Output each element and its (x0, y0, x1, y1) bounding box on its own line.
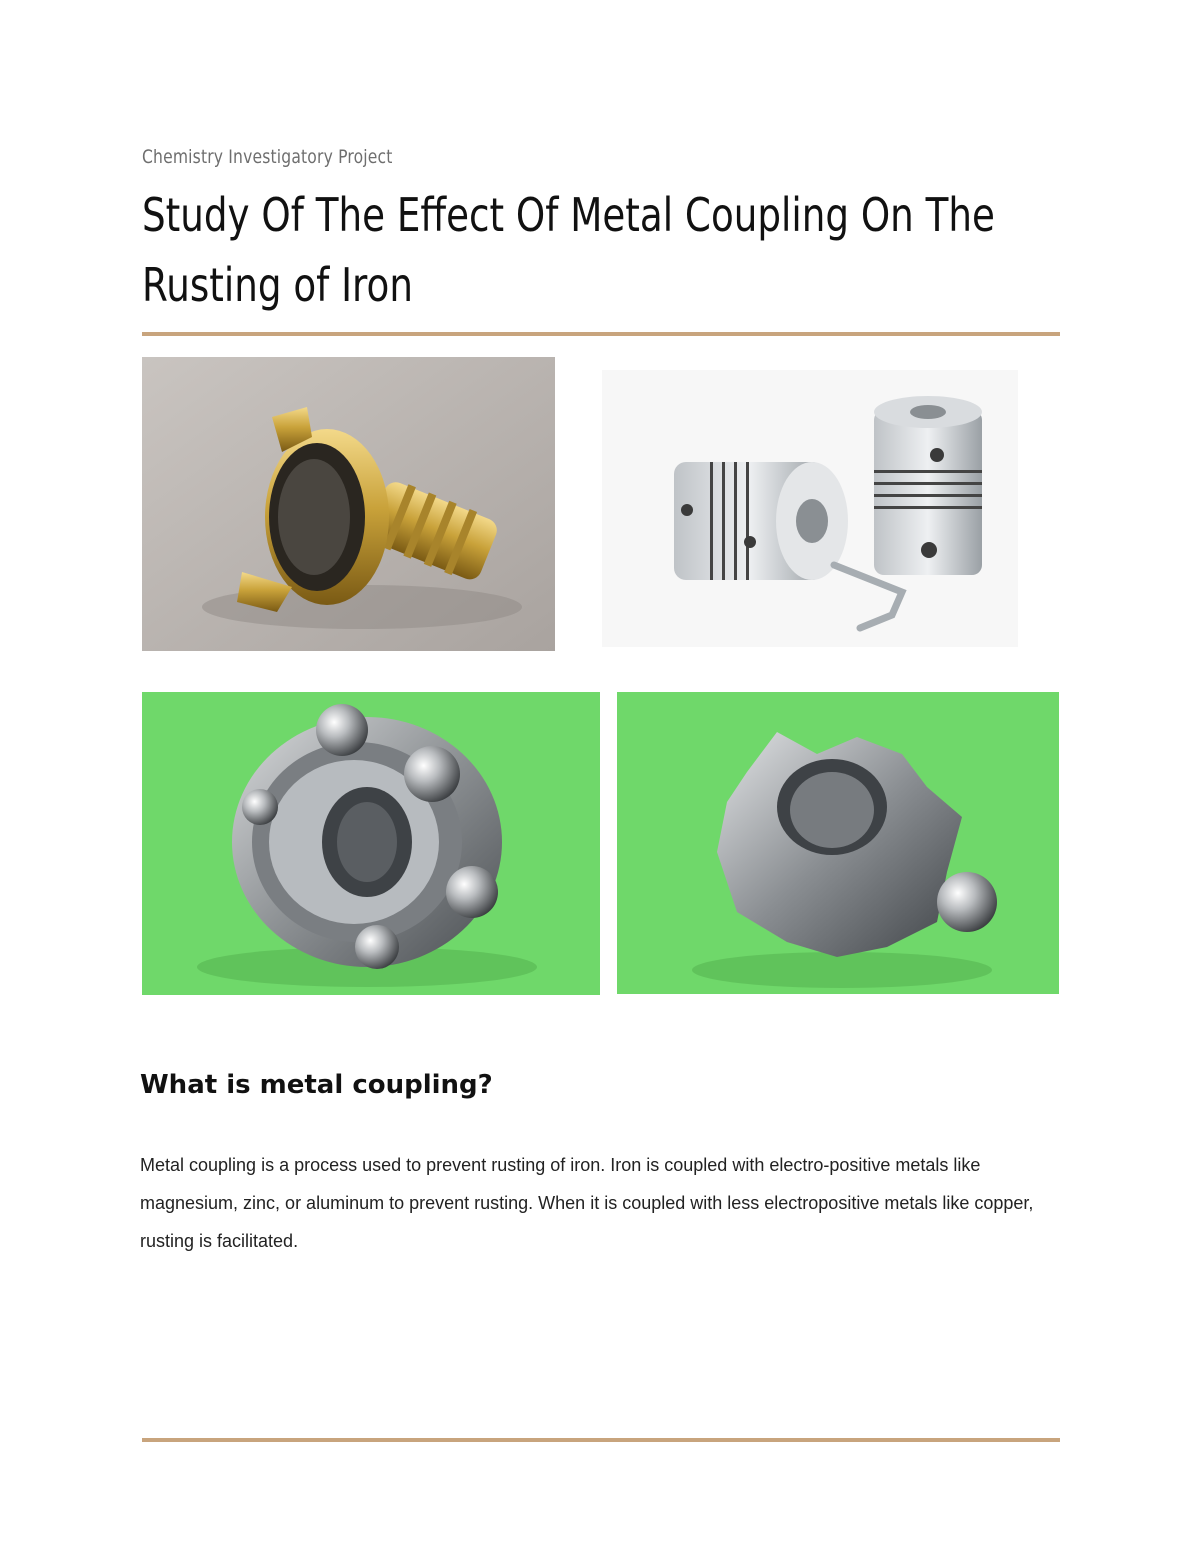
brass-hose-coupling-photo (142, 357, 555, 651)
project-label: Chemistry Investigatory Project (142, 146, 393, 168)
section-heading: What is metal coupling? (140, 1070, 493, 1100)
bottom-divider (142, 1438, 1060, 1442)
section-body: Metal coupling is a process used to prevent rusting of iron. Iron is coupled with electro-positive metals like magnesium, zinc, or aluminum to prevent rusting. When it is coupled with less electropositive metals like copper, rusting is facilitated. (140, 1155, 1034, 1251)
page-title: Study Of The Effect Of Metal Coupling On The Rusting of Iron (142, 188, 995, 312)
cv-joint-inner-race-photo (617, 692, 1059, 994)
aluminium-shaft-couplings-photo (602, 370, 1018, 647)
top-divider (142, 332, 1060, 336)
cv-joint-cage-photo (142, 692, 600, 995)
